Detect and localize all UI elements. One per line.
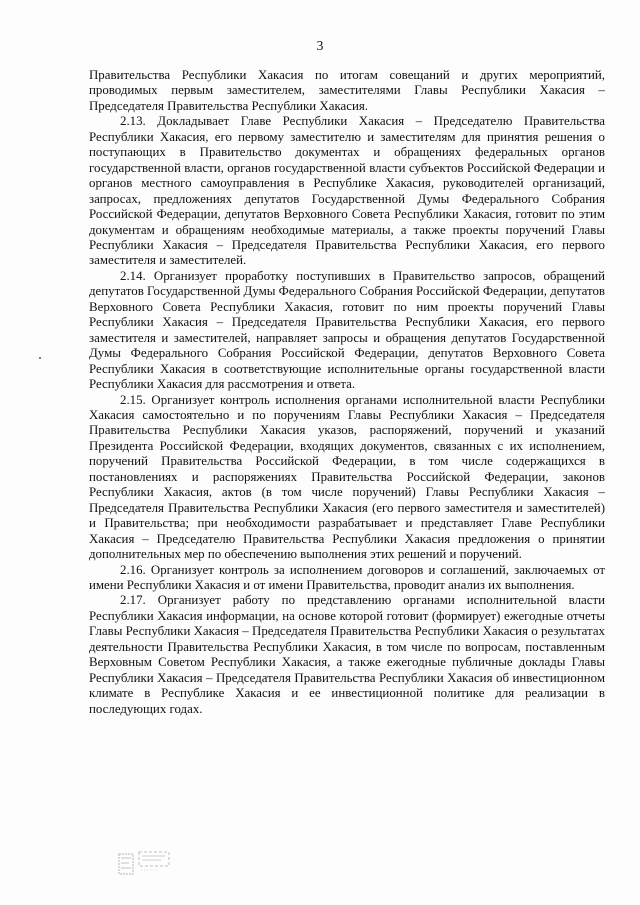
paragraph-2-14: 2.14. Организует проработку поступивших в Правительство запросов, обращений депутатов Государственной Думы Федерального Собрания Российской Федерации, депутатов Верховного Совета Республики Хакасия, готовит по ним проекты поручений Главы Республики Хакасия – Председателя Правительства Республики Хакасия, его первого заместителя и заместителей, направляет запросы и обращения депутатов Государственной Думы Федерального Собрания Российской Федерации, депутатов Верховного Совета Республики Хакасия в соответствующие исполнительные органы государственной власти Республики Хакасия для рассмотрения и ответа. <box>89 268 605 392</box>
paragraph-2-13: 2.13. Докладывает Главе Республики Хакасия – Председателю Правительства Республики Хакасия, его первому заместителю и заместителям для принятия решения о поступающих в Правительство документах и обращениях федеральных органов государственной власти, органов государственной власти субъектов Российской Федерации и органов местного самоуправления в Республике Хакасия, руководителей организаций, запросах, предложениях депутатов Государственной Думы Федерального Собрания Российской Федерации, депутатов Верховного Совета Республики Хакасия, готовит по этим документам и обращениям необходимые материалы, а также проекты поручений Главы Республики Хакасия – Председателя Правительства Республики Хакасия, его первого заместителя и заместителей. <box>89 114 605 268</box>
paragraph-2-17: 2.17. Организует работу по представлению органами исполнительной власти Республики Хакасия информации, на основе которой готовит (формирует) ежегодные отчеты Главы Республики Хакасия – Председателя Правительства Республики Хакасия о результатах деятельности Правительства Республики Хакасия, в том числе по вопросам, поставленным Верховным Советом Республики Хакасия, а также ежегодные публичные доклады Главы Республики Хакасия – Председателя Правительства Республики Хакасия об инвестиционном климате в Республике Хакасия и ее инвестиционной политике для реализации в последующих годах. <box>89 593 605 716</box>
paragraph-continuation: Правительства Республики Хакасия по итогам совещаний и других мероприятий, проводимых первым заместителем, заместителями Главы Республики Хакасия – Председателя Правительства Республики Хакасия. <box>89 68 605 113</box>
paragraph-2-16: 2.16. Организует контроль за исполнением договоров и соглашений, заключаемых от имени Республики Хакасия и от имени Правительства, проводит анализ их выполнения. <box>89 562 605 592</box>
paragraph-2-15: 2.15. Организует контроль исполнения органами исполнительной власти Республики Хакасия самостоятельно и по поручениям Главы Республики Хакасия – Председателя Правительства Республики Хакасия указов, распоряжений, поручений и указаний Президента Российской Федерации, входящих документов, связанных с их исполнением, поручений Правительства Российской Федерации, в том числе содержащихся в постановлениях и распоряжениях Правительства Российской Федерации, законов Республики Хакасия, актов (в том числе поручений) Главы Республики Хакасия – Председателя Правительства Республики Хакасия (его первого заместителя и заместителей) и Правительства; при необходимости разрабатывает и представляет Главе Республики Хакасия – Председателю Правительства Республики Хакасия предложения о принятии дополнительных мер по обеспечению выполнения этих решений и поручений. <box>89 392 605 562</box>
document-body <box>89 68 605 717</box>
faint-stamp-icon <box>117 850 175 876</box>
scan-speck <box>39 357 41 359</box>
page-number: 3 <box>316 38 324 53</box>
